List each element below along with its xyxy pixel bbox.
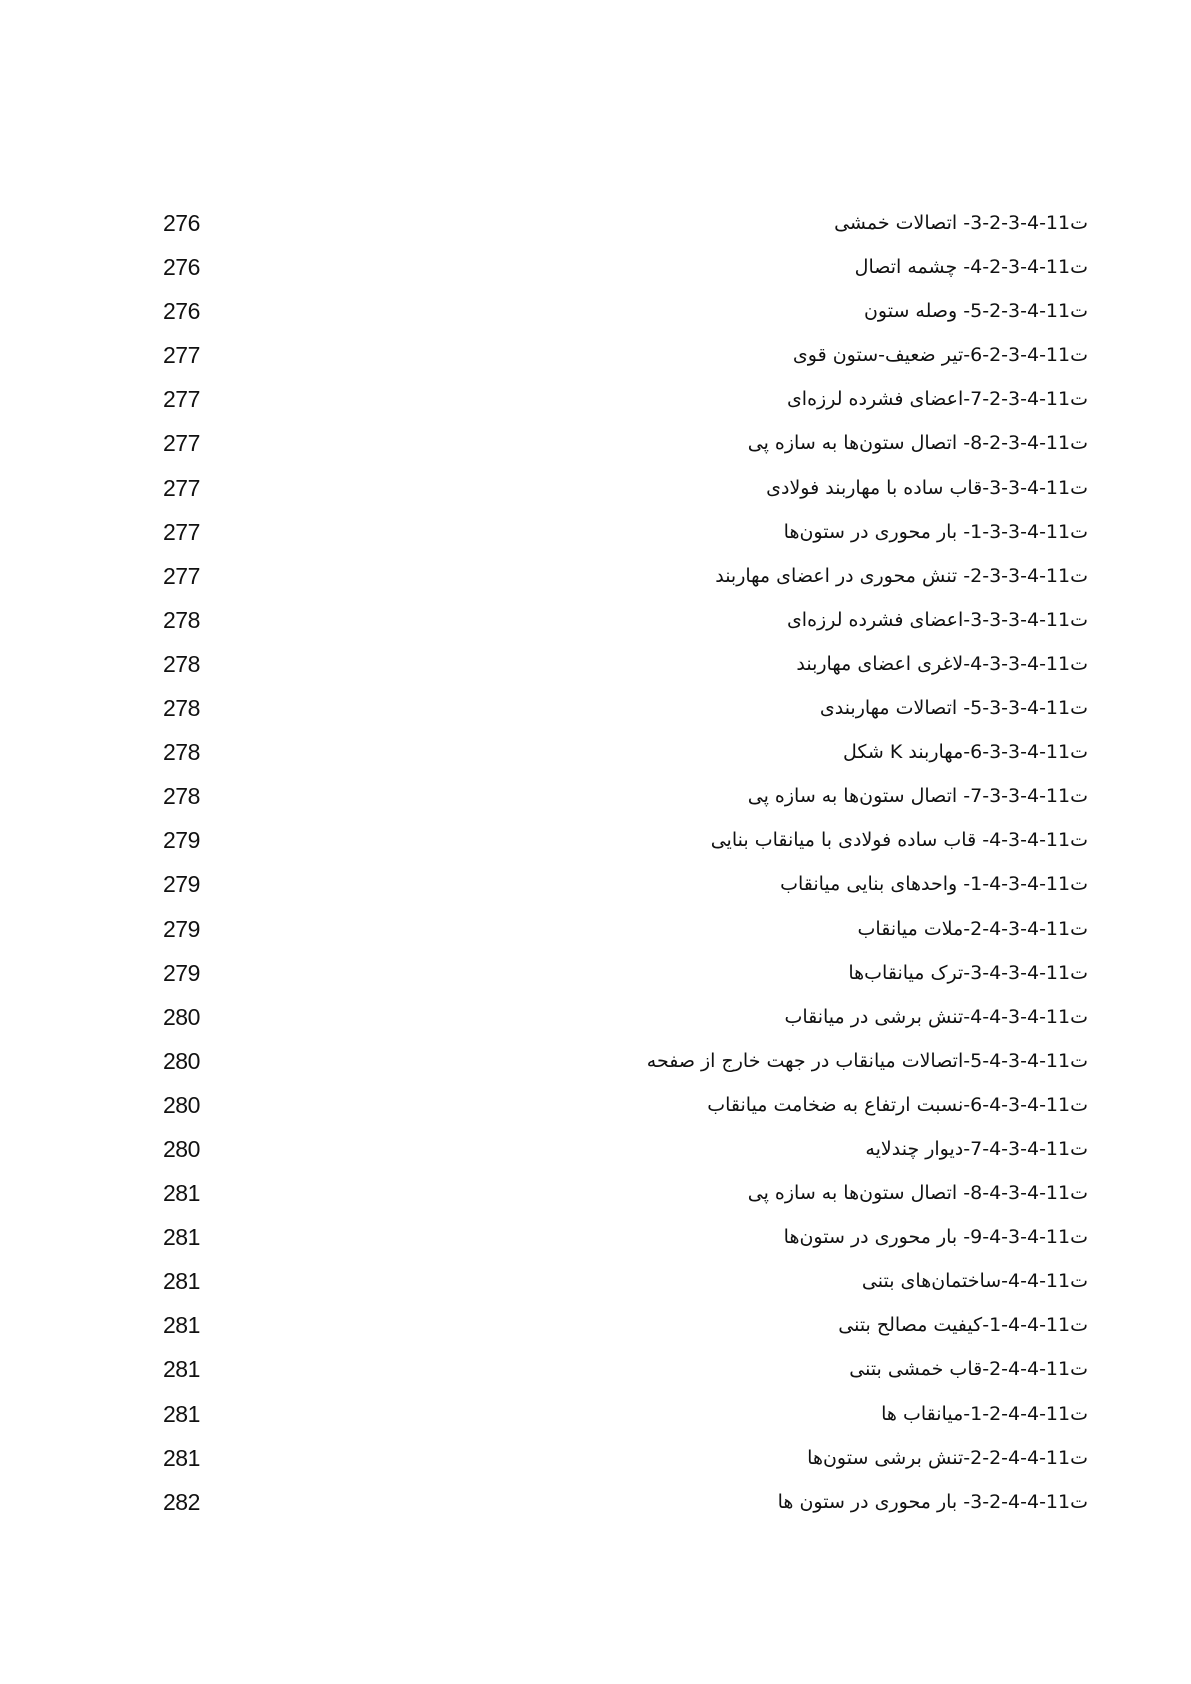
toc-page-number: 279: [163, 827, 200, 854]
toc-page-number: 277: [163, 518, 200, 545]
toc-entry-title: ت11-4-3-2-4- چشمه اتصال: [854, 256, 1088, 279]
toc-entry: [155, 1445, 1090, 1489]
toc-page-number: 282: [163, 1488, 200, 1515]
toc-entry: [155, 210, 1090, 254]
toc-entry: [155, 607, 1090, 651]
toc-entry: [155, 519, 1090, 563]
toc-entry: [155, 1092, 1090, 1136]
toc-entry: [155, 1136, 1090, 1180]
toc-entry-title: ت11-4-3-4-3-ترک میانقاب‌ها: [848, 961, 1088, 984]
toc-page-number: 277: [163, 474, 200, 501]
toc-page-number: 280: [163, 1135, 200, 1162]
toc-entry-title: ت11-4-3-2-8- اتصال ستون‌ها به سازه پی: [747, 432, 1088, 455]
toc-entry: [155, 827, 1090, 871]
toc-entry: [155, 430, 1090, 474]
toc-entry-title: ت11-4-4-1-کیفیت مصالح بتنی: [838, 1314, 1088, 1337]
toc-entry-title: ت11-4-3-3-قاب ساده با مهاربند فولادی: [766, 476, 1088, 499]
toc-entry-title: ت11-4-4-2-1-میانقاب ها: [881, 1402, 1088, 1425]
toc-entry: [155, 960, 1090, 1004]
toc-page-number: 278: [163, 695, 200, 722]
toc-page-number: 281: [163, 1180, 200, 1207]
toc-entry: [155, 1312, 1090, 1356]
toc-entry: [155, 1489, 1090, 1533]
toc-entry-title: ت11-4-3-2-5- وصله ستون: [863, 300, 1088, 323]
toc-entry-title: ت11-4-3-3-5- اتصالات مهاربندی: [819, 697, 1088, 720]
toc-entry: [155, 1268, 1090, 1312]
toc-entry-title: ت11-4-4-2-قاب خمشی بتنی: [849, 1358, 1088, 1381]
toc-page-number: 279: [163, 871, 200, 898]
toc-page-number: 278: [163, 783, 200, 810]
toc-entry: [155, 1048, 1090, 1092]
toc-entry: [155, 871, 1090, 915]
toc-page-number: 276: [163, 254, 200, 281]
toc-entry: [155, 254, 1090, 298]
toc-entry-title: ت11-4-3-2-7-اعضای فشرده لرزه‌ای: [786, 388, 1088, 411]
toc-page-number: 277: [163, 342, 200, 369]
toc-entry: [155, 739, 1090, 783]
toc-entry-title: ت11-4-3-3-4-لاغری اعضای مهاربند: [796, 652, 1088, 675]
toc-page-number: 278: [163, 739, 200, 766]
toc-entry: [155, 1356, 1090, 1400]
toc-page-number: 276: [163, 210, 200, 236]
table-of-contents: [155, 210, 1090, 1533]
toc-entry-title: ت11-4-3-4-4-تنش برشی در میانقاب: [784, 1005, 1088, 1028]
toc-page-number: 279: [163, 959, 200, 986]
toc-entry-title: ت11-4-3-4-8- اتصال ستون‌ها به سازه پی: [747, 1182, 1088, 1205]
toc-entry: [155, 1224, 1090, 1268]
toc-page-number: 280: [163, 1091, 200, 1118]
toc-page-number: 278: [163, 606, 200, 633]
toc-entry: [155, 475, 1090, 519]
toc-page-number: 281: [163, 1444, 200, 1471]
toc-page-number: 280: [163, 1047, 200, 1074]
toc-entry-title: ت11-4-3-4- قاب ساده فولادی با میانقاب بنایی: [710, 829, 1088, 852]
toc-page-number: 277: [163, 562, 200, 589]
toc-page-number: 281: [163, 1224, 200, 1251]
toc-entry-title: ت11-4-3-4-7-دیوار چندلایه: [865, 1137, 1088, 1160]
toc-entry-title: ت11-4-3-3-1- بار محوری در ستون‌ها: [783, 520, 1088, 543]
toc-entry: [155, 783, 1090, 827]
toc-entry-title: ت11-4-3-3-2- تنش محوری در اعضای مهاربند: [715, 564, 1088, 587]
toc-entry: [155, 1401, 1090, 1445]
toc-entry-title: ت11-4-3-4-2-ملات میانقاب: [857, 917, 1088, 940]
toc-page-number: 279: [163, 915, 200, 942]
toc-page-number: 278: [163, 650, 200, 677]
toc-entry-title: ت11-4-4-2-3- بار محوری در ستون ها: [777, 1490, 1088, 1513]
toc-entry-title: ت11-4-4-ساختمان‌های بتنی: [861, 1270, 1088, 1293]
toc-page-number: 281: [163, 1312, 200, 1339]
toc-entry: [155, 695, 1090, 739]
toc-entry-title: ت11-4-3-3-6-مهاربند K شکل: [843, 741, 1088, 764]
toc-entry: [155, 651, 1090, 695]
toc-entry-title: ت11-4-3-4-9- بار محوری در ستون‌ها: [783, 1226, 1088, 1249]
toc-page-number: 276: [163, 298, 200, 325]
toc-entry: [155, 916, 1090, 960]
toc-entry-title: ت11-4-3-3-7- اتصال ستون‌ها به سازه پی: [747, 785, 1088, 808]
toc-entry-title: ت11-4-4-2-2-تنش برشی ستون‌ها: [807, 1446, 1088, 1469]
toc-entry: [155, 386, 1090, 430]
toc-entry-title: ت11-4-3-4-5-اتصالات میانقاب در جهت خارج از صفحه: [646, 1049, 1088, 1072]
toc-entry-title: ت11-4-3-4-6-نسبت ارتفاع به ضخامت میانقاب: [707, 1093, 1088, 1116]
toc-entry-title: ت11-4-3-2-6-تیر ضعیف-ستون قوی: [792, 344, 1088, 367]
toc-page-number: 281: [163, 1356, 200, 1383]
toc-entry: [155, 1180, 1090, 1224]
toc-page-number: 280: [163, 1003, 200, 1030]
toc-entry-title: ت11-4-3-4-1- واحدهای بنایی میانقاب: [780, 873, 1088, 896]
toc-page-number: 277: [163, 386, 200, 413]
toc-page-number: 281: [163, 1268, 200, 1295]
toc-entry: [155, 298, 1090, 342]
toc-entry: [155, 1004, 1090, 1048]
toc-page-number: 281: [163, 1400, 200, 1427]
toc-entry-title: ت11-4-3-2-3- اتصالات خمشی: [834, 212, 1088, 234]
toc-entry: [155, 342, 1090, 386]
toc-entry: [155, 563, 1090, 607]
toc-entry-title: ت11-4-3-3-3-اعضای فشرده لرزه‌ای: [786, 608, 1088, 631]
toc-page-number: 277: [163, 430, 200, 457]
